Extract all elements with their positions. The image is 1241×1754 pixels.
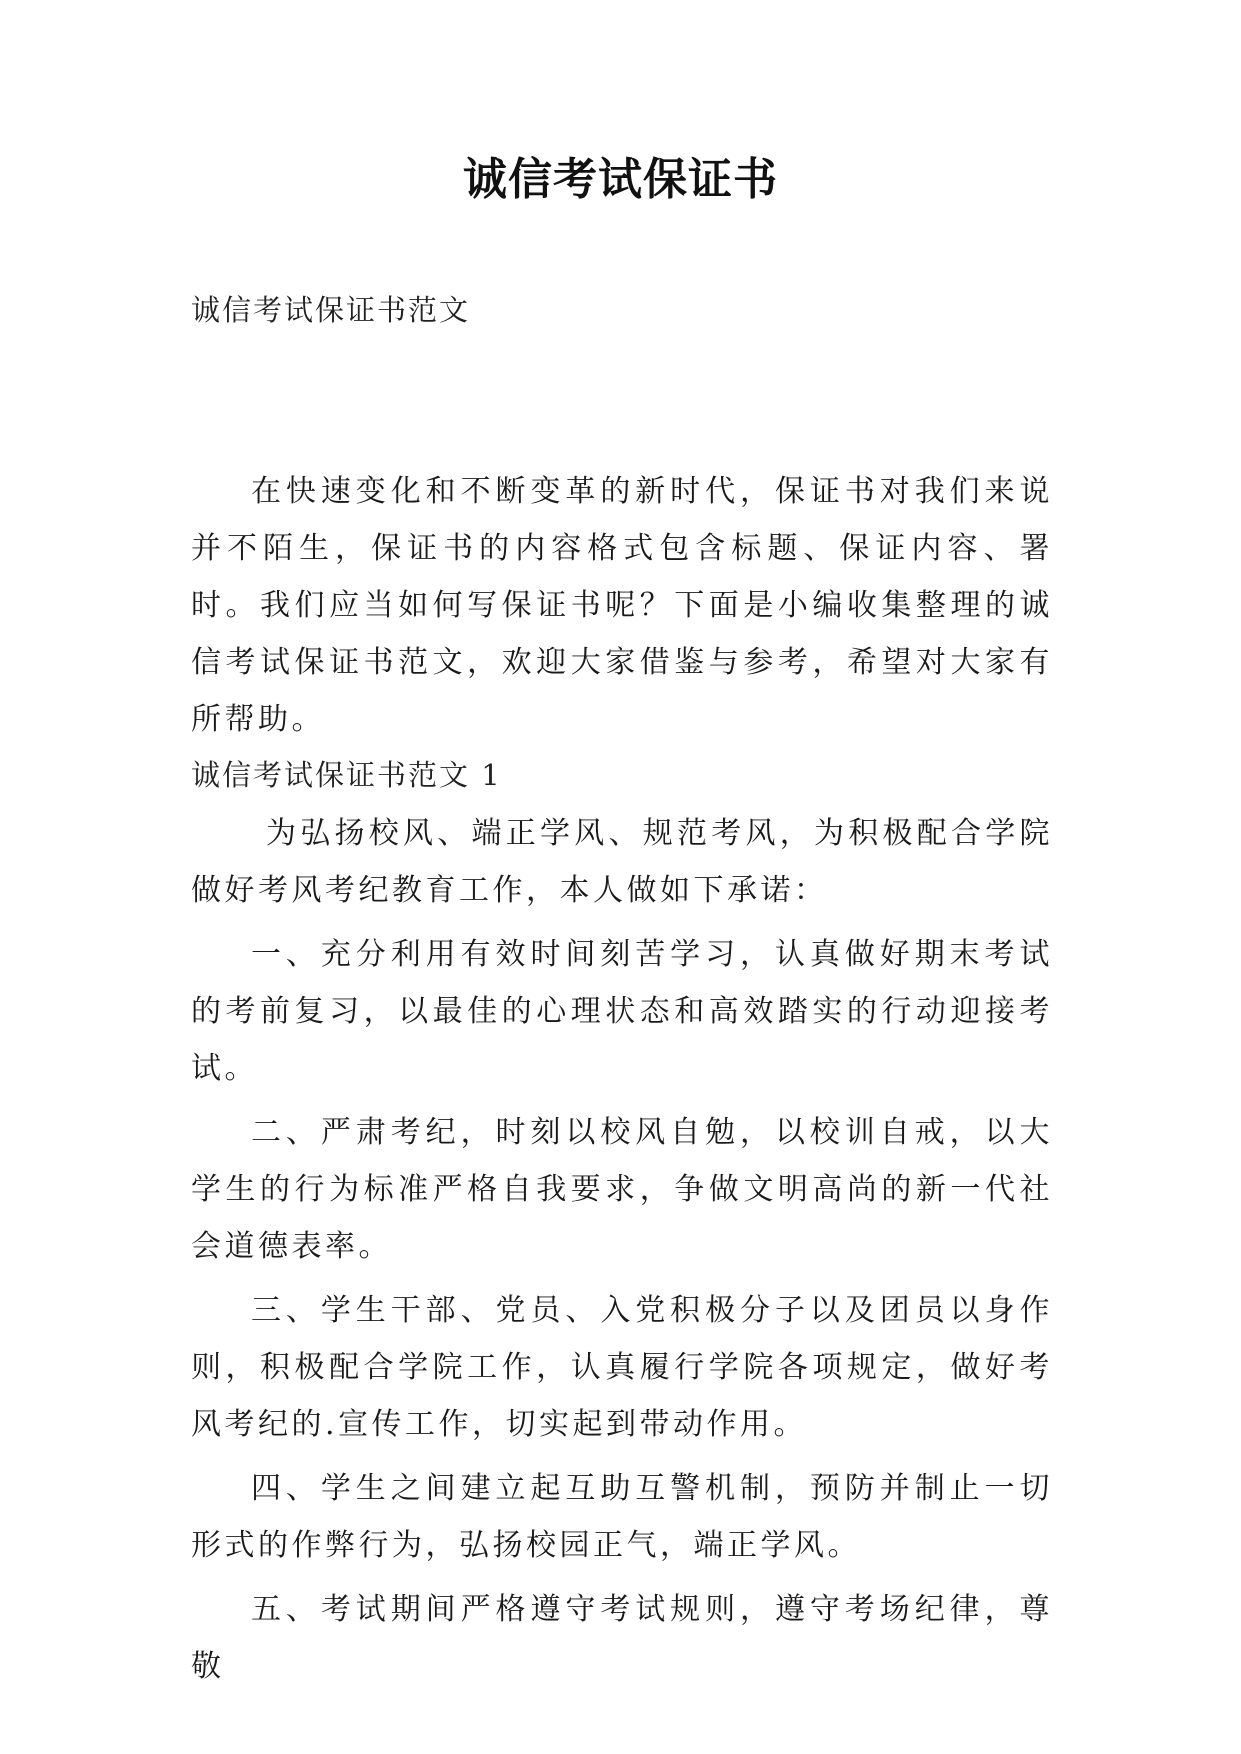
sample-paragraph-item-5: 五、考试期间严格遵守考试规则，遵守考场纪律，尊敬 [191, 1592, 1053, 1684]
document-title: 诚信考试保证书 [463, 154, 778, 205]
document-subtitle: 诚信考试保证书范文 [191, 293, 471, 327]
sample-paragraph-item-2: 二、严肃考纪，时刻以校风自勉，以校训自戒，以大学生的行为标准严格自我要求，争做文明高尚的新一代社会道德表率。 [191, 1115, 1053, 1264]
sample-paragraph-item-3: 三、学生干部、党员、入党积极分子以及团员以身作则，积极配合学院工作，认真履行学院各项规定，做好考风考纪的.宣传工作，切实起到带动作用。 [191, 1293, 1053, 1442]
sample-section [191, 805, 1053, 1702]
sample-paragraph-item-4: 四、学生之间建立起互助互警机制，预防并制止一切形式的作弊行为，弘扬校园正气，端正学风。 [191, 1471, 1053, 1563]
intro-section [191, 463, 1053, 748]
intro-paragraph: 在快速变化和不断变革的新时代，保证书对我们来说并不陌生，保证书的内容格式包含标题、保证内容、署时。我们应当如何写保证书呢？下面是小编收集整理的诚信考试保证书范文，欢迎大家借鉴与参考，希望对大家有所帮助。 [191, 474, 1053, 737]
sample-paragraph-item-1: 一、充分利用有效时间刻苦学习，认真做好期末考试的考前复习，以最佳的心理状态和高效踏实的行动迎接考试。 [191, 937, 1053, 1086]
sample-paragraph-opening: 为弘扬校风、端正学风、规范考风，为积极配合学院做好考风考纪教育工作，本人做如下承诺： [191, 816, 1053, 908]
sample-heading: 诚信考试保证书范文 1 [191, 758, 502, 792]
